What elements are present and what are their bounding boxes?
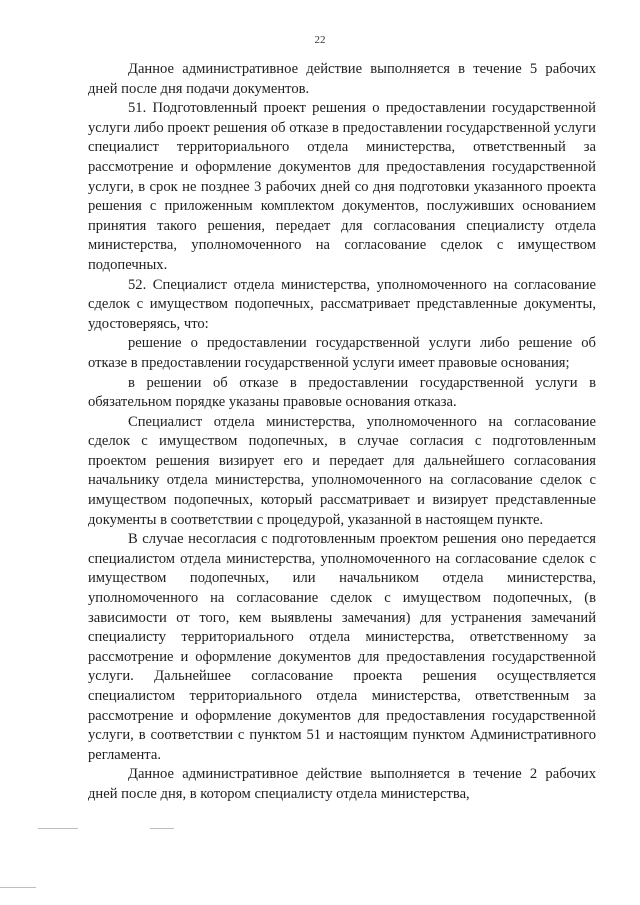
paragraph-item-51: 51. Подготовленный проект решения о предоставлении государственной услуги либо проект решения об отказе в предоставлении государственной услуги специалист территориального отдела министерства, ответственный за рассмотрение и оформление документов для предоставления государственной услуги, в срок не позднее 3 рабочих дней со дня подготовки указанного проекта решения с приложенным комплектом документов, послуживших основанием принятия такого решения, передает для согласования специалисту отдела министерства, уполномоченного на согласование сделок с имуществом подопечных. [88,100,596,273]
paragraph-item-52: 52. Специалист отдела министерства, уполномоченного на согласование сделок с имуществом подопечных, рассматривает представленные документы, удостоверяясь, что: [88,276,596,332]
scan-artifact [150,828,174,829]
paragraph-check-refusal-grounds: в решении об отказе в предоставлении государственной услуги в обязательном порядке указаны правовые основания отказа. [88,374,596,411]
scan-artifact [0,887,36,888]
page-number: 22 [314,34,326,46]
paragraph-deadline-2-days: Данное административное действие выполняется в течение 2 рабочих дней после дня, в котором специалисту отдела министерства, [88,766,596,802]
paragraph-disagreement: В случае несогласия с подготовленным проектом решения оно передается специалистом отдела министерства, уполномоченного на согласование сделок с имуществом подопечных, или начальником отдела министерства, уполномоченного на согласование сделок с имуществом подопечных, (в зависимости от того, кем выявлены замечания) для устранения замечаний специалисту территориального отдела министерства, ответственному за рассмотрение и оформление документов для предоставления государственной услуги. Дальнейшее согласование проекта решения осуществляется специалистом территориального отдела министерства, ответственным за рассмотрение и оформление документов для предоставления государственной услуги, в соответствии с пунктом 51 и настоящим пунктом Административного регламента. [88,531,596,763]
paragraph-check-legal-grounds: решение о предоставлении государственной услуги либо решение об отказе в предоставлении государственной услуги имеет правовые основания; [88,335,596,371]
paragraph-approval: Специалист отдела министерства, уполномоченного на согласование сделок с имуществом подопечных, в случае согласия с подготовленным проектом решения визирует его и передает для дальнейшего согласования начальнику отдела министерства, уполномоченного на согласование сделок с имуществом подопечных, который рассматривает и визирует представленные документы в соответствии с процедурой, указанной в настоящем пункте. [88,413,596,528]
scan-artifact [38,828,78,829]
paragraph-deadline-5-days: Данное административное действие выполняется в течение 5 рабочих дней после дня подачи документов. [88,61,596,97]
document-body [88,60,596,805]
